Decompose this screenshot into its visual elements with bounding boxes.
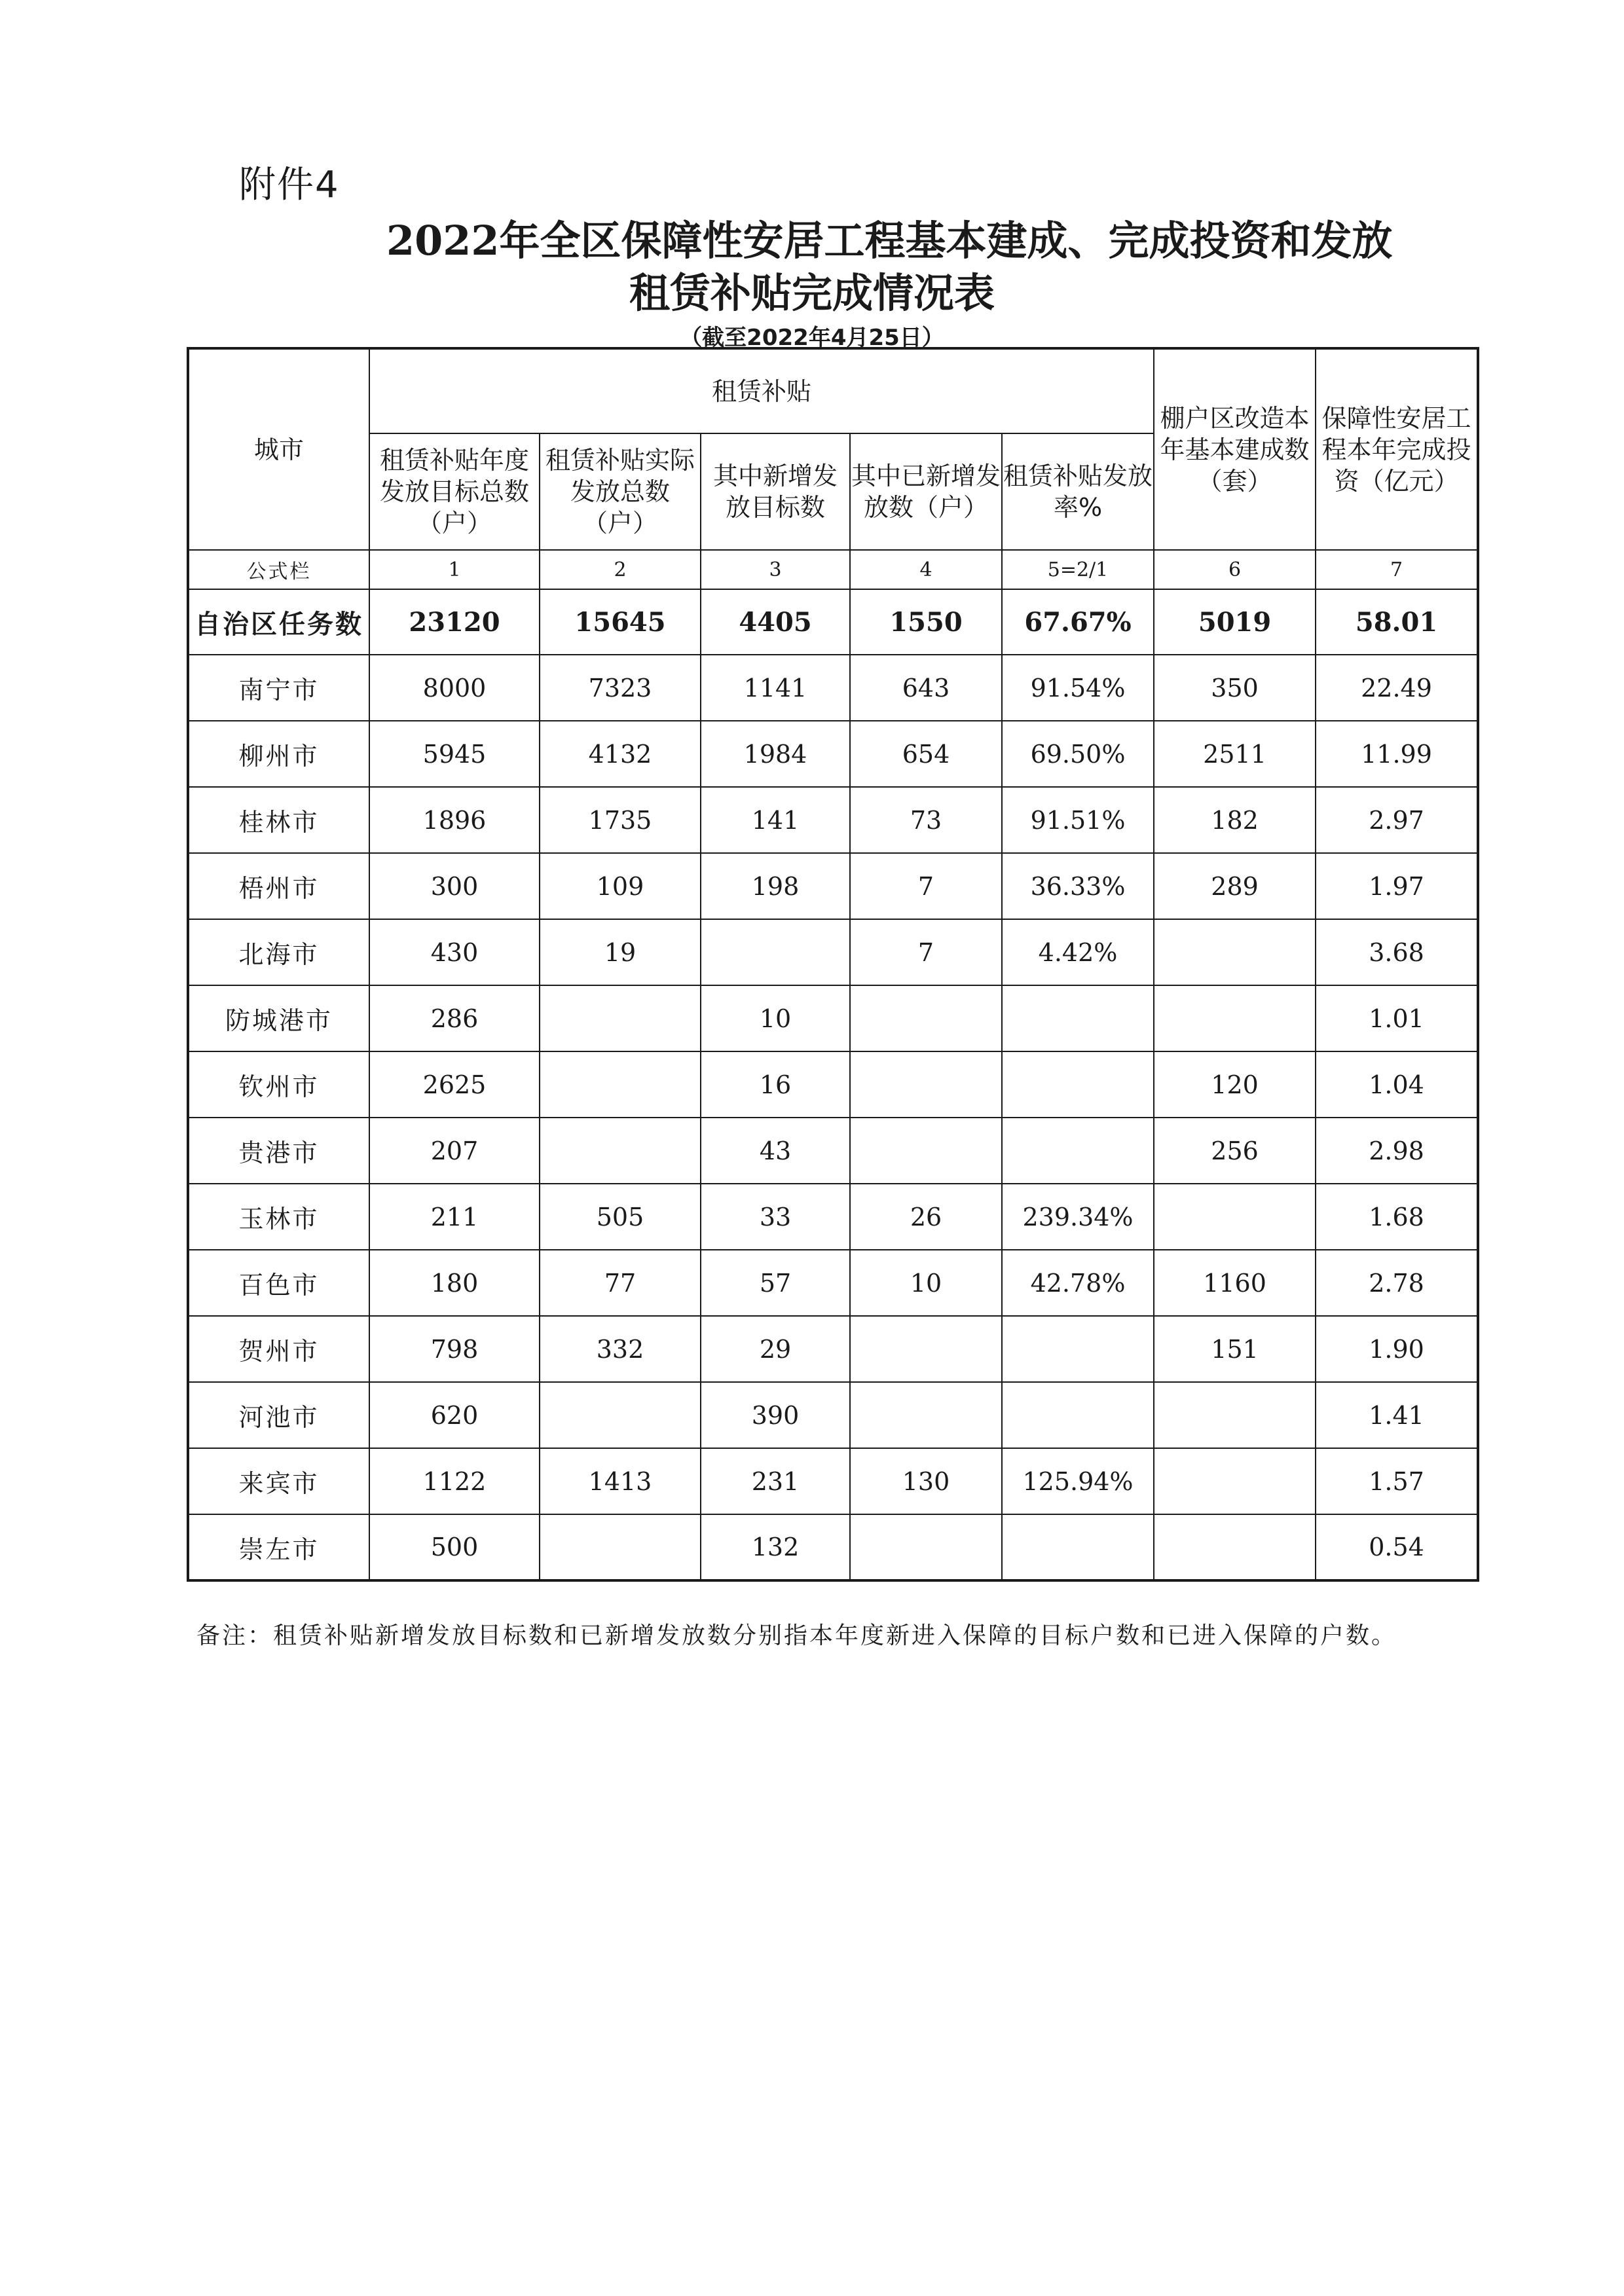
table-cell: 1.68 [1316, 1184, 1478, 1250]
table-cell: 500 [369, 1514, 540, 1580]
table-cell: 91.54% [1002, 655, 1154, 721]
table-cell: 4132 [540, 721, 701, 787]
table-cell: 125.94% [1002, 1448, 1154, 1514]
table-row [188, 919, 1478, 985]
attachment-label: 附件4 [239, 164, 340, 206]
table-cell [1154, 985, 1316, 1051]
table-cell: 33 [701, 1184, 850, 1250]
table-cell: 1.57 [1316, 1448, 1478, 1514]
table-cell: 11.99 [1316, 721, 1478, 787]
table-cell: 22.49 [1316, 655, 1478, 721]
table-cell: 2.78 [1316, 1250, 1478, 1316]
table-cell: 1 [369, 550, 540, 589]
table-cell: 2.98 [1316, 1118, 1478, 1184]
table-cell: 67.67% [1002, 589, 1154, 655]
table-cell: 239.34% [1002, 1184, 1154, 1250]
page-title-line2: 租赁补贴完成情况表 [629, 269, 995, 317]
table-cell: 58.01 [1316, 589, 1478, 655]
table-cell: 198 [701, 853, 850, 919]
table-row [188, 1184, 1478, 1250]
table-cell [1002, 1514, 1154, 1580]
table-cell: 289 [1154, 853, 1316, 919]
table-cell: 10 [701, 985, 850, 1051]
page-title-line1: 2022年全区保障性安居工程基本建成、完成投资和发放 [386, 217, 1393, 264]
table-cell: 42.78% [1002, 1250, 1154, 1316]
table-cell: 57 [701, 1250, 850, 1316]
table-cell: 180 [369, 1250, 540, 1316]
table-row [188, 787, 1478, 853]
city-name-cell: 崇左市 [188, 1514, 369, 1580]
table-cell: 231 [701, 1448, 850, 1514]
table-cell [850, 1051, 1002, 1118]
city-name-cell: 桂林市 [188, 787, 369, 853]
header-col6: 棚户区改造本年基本建成数（套） [1154, 348, 1316, 550]
table-cell: 286 [369, 985, 540, 1051]
city-name-cell: 南宁市 [188, 655, 369, 721]
table-cell: 1413 [540, 1448, 701, 1514]
table-cell [850, 985, 1002, 1051]
table-cell: 1735 [540, 787, 701, 853]
table-cell: 1896 [369, 787, 540, 853]
table-cell: 1122 [369, 1448, 540, 1514]
table-cell: 620 [369, 1382, 540, 1448]
city-name-cell: 贺州市 [188, 1316, 369, 1382]
table-cell: 130 [850, 1448, 1002, 1514]
table-cell: 15645 [540, 589, 701, 655]
table-cell: 23120 [369, 589, 540, 655]
table-cell: 182 [1154, 787, 1316, 853]
table-row [188, 985, 1478, 1051]
footnote: 备注：租赁补贴新增发放目标数和已新增发放数分别指本年度新进入保障的目标户数和已进入保障的户数。 [196, 1622, 1397, 1649]
table-cell: 151 [1154, 1316, 1316, 1382]
table-cell: 73 [850, 787, 1002, 853]
table-cell: 1.90 [1316, 1316, 1478, 1382]
table-cell: 505 [540, 1184, 701, 1250]
table-cell: 19 [540, 919, 701, 985]
date-note: （截至2022年4月25日） [680, 325, 944, 351]
table-cell: 4 [850, 550, 1002, 589]
header-col1: 租赁补贴年度发放目标总数（户） [369, 433, 540, 550]
table-cell: 132 [701, 1514, 850, 1580]
header-col3: 其中新增发放目标数 [701, 433, 850, 550]
city-name-cell: 百色市 [188, 1250, 369, 1316]
table-cell [850, 1118, 1002, 1184]
table-row [188, 1316, 1478, 1382]
table-cell: 109 [540, 853, 701, 919]
table-cell: 1.04 [1316, 1051, 1478, 1118]
city-name-cell: 防城港市 [188, 985, 369, 1051]
table-cell: 77 [540, 1250, 701, 1316]
table-cell: 798 [369, 1316, 540, 1382]
table-cell: 332 [540, 1316, 701, 1382]
table-cell: 1984 [701, 721, 850, 787]
table-cell: 7 [850, 919, 1002, 985]
table-cell: 120 [1154, 1051, 1316, 1118]
table-cell [540, 1382, 701, 1448]
table-cell: 2511 [1154, 721, 1316, 787]
formula-row [188, 550, 1478, 589]
table-cell: 29 [701, 1316, 850, 1382]
table-cell [1154, 1448, 1316, 1514]
table-cell: 0.54 [1316, 1514, 1478, 1580]
table-cell: 1141 [701, 655, 850, 721]
table-cell [1154, 1514, 1316, 1580]
table-cell: 256 [1154, 1118, 1316, 1184]
header-city: 城市 [188, 348, 369, 550]
table-cell: 430 [369, 919, 540, 985]
table-row [188, 1514, 1478, 1580]
table-cell: 4405 [701, 589, 850, 655]
table-cell: 1.41 [1316, 1382, 1478, 1448]
city-name-cell: 钦州市 [188, 1051, 369, 1118]
table-cell: 10 [850, 1250, 1002, 1316]
table-cell: 1550 [850, 589, 1002, 655]
table-cell: 7 [850, 853, 1002, 919]
table-cell: 2625 [369, 1051, 540, 1118]
table-cell [540, 1051, 701, 1118]
table-cell: 3 [701, 550, 850, 589]
city-name-cell: 河池市 [188, 1382, 369, 1448]
table-cell: 16 [701, 1051, 850, 1118]
table-cell: 1.97 [1316, 853, 1478, 919]
table-cell: 36.33% [1002, 853, 1154, 919]
header-rental-group: 租赁补贴 [369, 348, 1154, 433]
table-cell: 7 [1316, 550, 1478, 589]
table-cell [1002, 1051, 1154, 1118]
city-name-cell: 柳州市 [188, 721, 369, 787]
table-cell: 300 [369, 853, 540, 919]
city-name-cell: 贵港市 [188, 1118, 369, 1184]
table-cell: 5945 [369, 721, 540, 787]
table-cell: 5019 [1154, 589, 1316, 655]
city-name-cell: 北海市 [188, 919, 369, 985]
table-cell [540, 1118, 701, 1184]
table-row [188, 1448, 1478, 1514]
table-cell [540, 1514, 701, 1580]
table-cell: 207 [369, 1118, 540, 1184]
table-row [188, 655, 1478, 721]
table-cell [1002, 1118, 1154, 1184]
table-cell: 3.68 [1316, 919, 1478, 985]
table-cell [1002, 1382, 1154, 1448]
table-cell: 211 [369, 1184, 540, 1250]
table-cell: 7323 [540, 655, 701, 721]
table-cell: 643 [850, 655, 1002, 721]
table-cell [1002, 1316, 1154, 1382]
table-cell [701, 919, 850, 985]
table-cell [850, 1382, 1002, 1448]
table-row [188, 853, 1478, 919]
table-row [188, 1051, 1478, 1118]
table-cell: 2.97 [1316, 787, 1478, 853]
header-col4: 其中已新增发放数（户） [850, 433, 1002, 550]
city-name-cell: 玉林市 [188, 1184, 369, 1250]
table-cell: 公式栏 [188, 550, 369, 589]
table-row [188, 1250, 1478, 1316]
header-col2: 租赁补贴实际发放总数（户） [540, 433, 701, 550]
table-cell [540, 985, 701, 1051]
table-cell [1002, 985, 1154, 1051]
table-cell: 91.51% [1002, 787, 1154, 853]
total-row [188, 589, 1478, 655]
table-cell: 141 [701, 787, 850, 853]
table-row [188, 721, 1478, 787]
data-table [187, 347, 1479, 1582]
table-cell: 350 [1154, 655, 1316, 721]
table-cell: 6 [1154, 550, 1316, 589]
table-row [188, 1118, 1478, 1184]
table-cell [1154, 919, 1316, 985]
table-cell: 1160 [1154, 1250, 1316, 1316]
table-cell [850, 1514, 1002, 1580]
table-cell [850, 1316, 1002, 1382]
table-cell: 自治区任务数 [188, 589, 369, 655]
table-cell: 654 [850, 721, 1002, 787]
table-cell: 390 [701, 1382, 850, 1448]
table-cell: 1.01 [1316, 985, 1478, 1051]
city-name-cell: 梧州市 [188, 853, 369, 919]
table-cell [1154, 1184, 1316, 1250]
table-cell: 26 [850, 1184, 1002, 1250]
header-col7: 保障性安居工程本年完成投资（亿元） [1316, 348, 1478, 550]
table-cell: 69.50% [1002, 721, 1154, 787]
table-cell [1154, 1382, 1316, 1448]
header-col5: 租赁补贴发放率% [1002, 433, 1154, 550]
table-row [188, 1382, 1478, 1448]
table-cell: 8000 [369, 655, 540, 721]
table-cell: 43 [701, 1118, 850, 1184]
table-cell: 5=2/1 [1002, 550, 1154, 589]
table-cell: 4.42% [1002, 919, 1154, 985]
city-name-cell: 来宾市 [188, 1448, 369, 1514]
table-cell: 2 [540, 550, 701, 589]
